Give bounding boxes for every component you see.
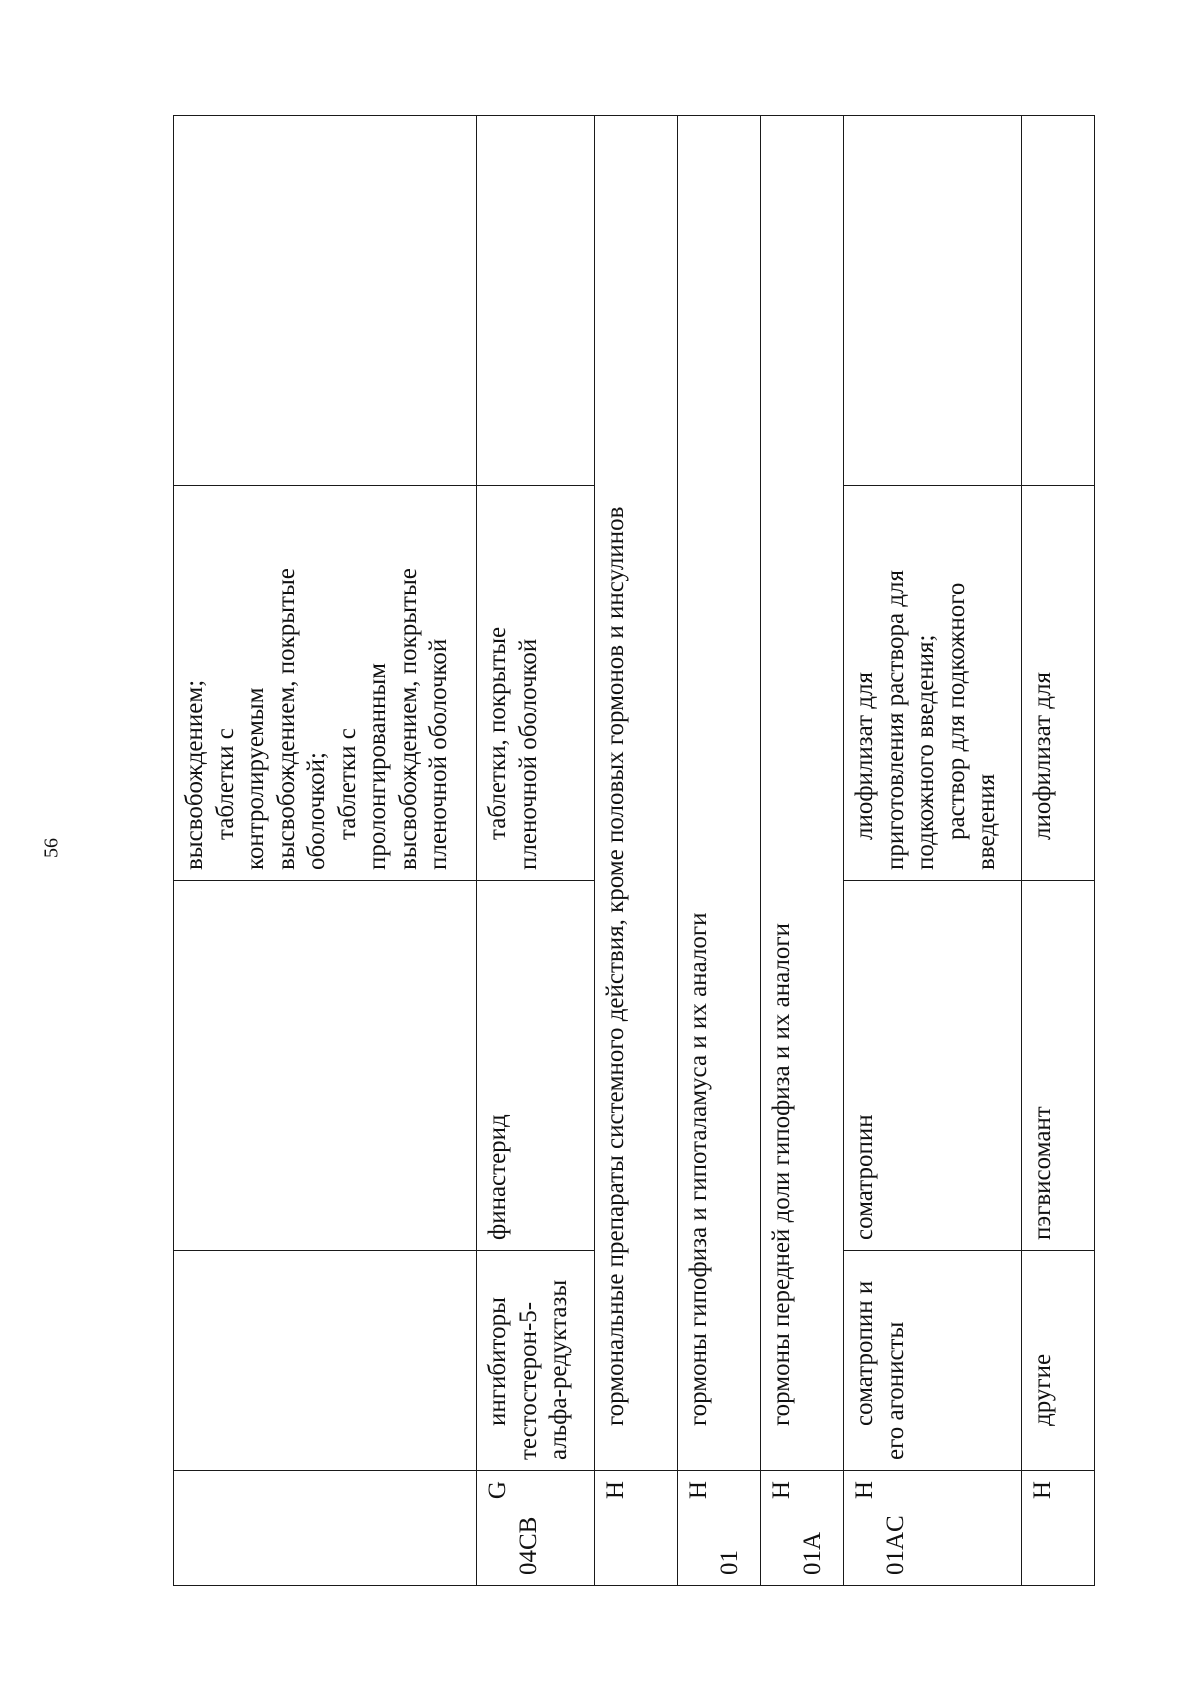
- table-row: [1022, 116, 1095, 1586]
- empty-cell: [477, 116, 595, 486]
- group-cell: соматропин и его агонисты: [844, 1251, 1022, 1471]
- atc-code-cell: G 04CB: [477, 1471, 595, 1586]
- table-row: [761, 116, 844, 1586]
- empty-cell: [174, 116, 477, 486]
- group-cell: ингибиторы тестостерон-5-альфа-редуктазы: [477, 1251, 595, 1471]
- empty-cell: [844, 116, 1022, 486]
- rotated-table-container: [173, 116, 1200, 1586]
- table-row: [174, 116, 477, 1586]
- dosage-form-cell: лиофилизат для: [1022, 486, 1095, 881]
- group-span-cell: гормоны гипофиза и гипоталамуса и их аналоги: [678, 116, 761, 1471]
- atc-code-cell: H 01: [678, 1471, 761, 1586]
- empty-cell: [1022, 116, 1095, 486]
- atc-code-cell: [174, 1471, 477, 1586]
- inn-cell: [174, 881, 477, 1251]
- inn-cell: финастерид: [477, 881, 595, 1251]
- table-row: [595, 116, 678, 1586]
- table-row: [678, 116, 761, 1586]
- atc-code-cell: H: [1022, 1471, 1095, 1586]
- drug-classification-table: [173, 115, 1095, 1586]
- atc-code-cell: H 01AC: [844, 1471, 1022, 1586]
- inn-cell: соматропин: [844, 881, 1022, 1251]
- group-cell: [174, 1251, 477, 1471]
- dosage-form-cell: лиофилизат для приготовления раствора для подкожного введения; раствор для подкожного введения: [844, 486, 1022, 881]
- group-span-cell: гормоны передней доли гипофиза и их аналоги: [761, 116, 844, 1471]
- dosage-form-cell: таблетки, покрытые пленочной оболочкой: [477, 486, 595, 881]
- group-cell: другие: [1022, 1251, 1095, 1471]
- page-number: 56: [40, 838, 63, 858]
- table-row: [844, 116, 1022, 1586]
- table-row: [477, 116, 595, 1586]
- atc-code-cell: H: [595, 1471, 678, 1586]
- atc-code-cell: H 01A: [761, 1471, 844, 1586]
- group-span-cell: гормональные препараты системного действия, кроме половых гормонов и инсулинов: [595, 116, 678, 1471]
- inn-cell: пэгвисомант: [1022, 881, 1095, 1251]
- dosage-form-cell: высвобождением; таблетки с контролируемым высвобождением, покрытые оболочкой; таблетки с пролонгированным высвобождением, покрытые пленочной оболочкой: [174, 486, 477, 881]
